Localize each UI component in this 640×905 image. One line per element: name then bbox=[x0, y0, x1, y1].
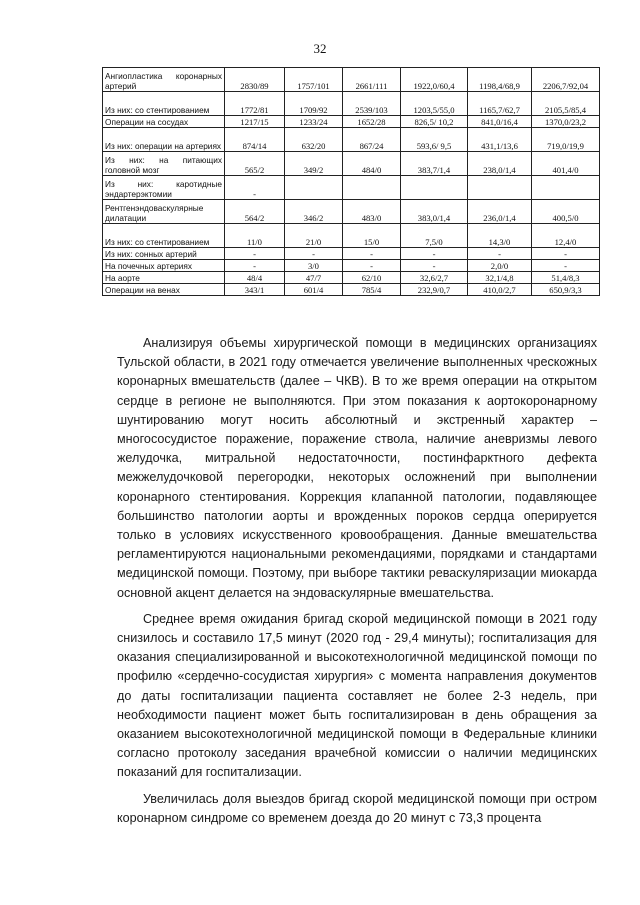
table-cell: 1198,4/68,9 bbox=[468, 68, 532, 92]
row-label: Из них: со стентированием bbox=[103, 224, 225, 248]
table-cell: - bbox=[343, 248, 401, 260]
row-label: Из них: каротидные эндартерэктомии bbox=[103, 176, 225, 200]
table-cell: 32,6/2,7 bbox=[401, 272, 468, 284]
table-row bbox=[103, 284, 600, 296]
table-cell: 593,6/ 9,5 bbox=[401, 128, 468, 152]
table-cell: 346/2 bbox=[285, 200, 343, 224]
table-cell: 1757/101 bbox=[285, 68, 343, 92]
table-cell: 32,1/4,8 bbox=[468, 272, 532, 284]
table-cell: - bbox=[401, 260, 468, 272]
table-row bbox=[103, 176, 600, 200]
table-cell: 12,4/0 bbox=[532, 224, 600, 248]
table-cell: 867/24 bbox=[343, 128, 401, 152]
table-cell: 48/4 bbox=[225, 272, 285, 284]
row-label: Рентгенэндоваскулярные дилатации bbox=[103, 200, 225, 224]
table-row bbox=[103, 224, 600, 248]
table-cell: 51,4/8,3 bbox=[532, 272, 600, 284]
row-label: Операции на сосудах bbox=[103, 116, 225, 128]
table-cell: 1772/81 bbox=[225, 92, 285, 116]
table-row bbox=[103, 116, 600, 128]
table-cell: 401,4/0 bbox=[532, 152, 600, 176]
table-cell: 2206,7/92,04 bbox=[532, 68, 600, 92]
table-cell: 2830/89 bbox=[225, 68, 285, 92]
table-row bbox=[103, 200, 600, 224]
row-label: Из них: со стентированием bbox=[103, 92, 225, 116]
row-label: Операции на венах bbox=[103, 284, 225, 296]
table-cell: 383,7/1,4 bbox=[401, 152, 468, 176]
table-cell: 564/2 bbox=[225, 200, 285, 224]
table-cell: 400,5/0 bbox=[532, 200, 600, 224]
table-cell: - bbox=[401, 248, 468, 260]
table-cell: 1203,5/55,0 bbox=[401, 92, 468, 116]
table-cell: 2105,5/85,4 bbox=[532, 92, 600, 116]
table-cell: 7,5/0 bbox=[401, 224, 468, 248]
table-row bbox=[103, 68, 600, 92]
table-cell: - bbox=[225, 248, 285, 260]
table-cell: 349/2 bbox=[285, 152, 343, 176]
table-cell: - bbox=[343, 260, 401, 272]
surgery-volume-table bbox=[102, 67, 600, 296]
table-cell: 484/0 bbox=[343, 152, 401, 176]
paragraph: Анализируя объемы хирургической помощи в медицинских организациях Тульской области, в 2021 году отмечается увеличение выполненных чрескожных коронарных вмешательств (далее – ЧКВ). В то же время операции на открытом сердце в регионе не выполняются. При этом показания к аортокоронарному шунтированию могут носить абсолютный и экстренный характер – многососудистое поражение, поражение ствола, наличие аневризмы левого желудочка, митральной недостаточности, постинфарктного дефекта межжелудочковой перегородки, некоторых осложнений при выполнении коронарного стентирования. Коррекция клапанной патологии, подавляющее большинство патологии аорты и врожденных пороков сердца оперируется только в условиях искусственного кровообращения. Данные вмешательства регламентируются национальными рекомендациями, порядками и стандартами медицинской помощи. Поэтому, при выборе тактики реваскуляризации миокарда основной акцент делается на эндоваскулярные вмешательства. bbox=[117, 336, 597, 600]
table-cell bbox=[401, 176, 468, 200]
table-row bbox=[103, 260, 600, 272]
table-row bbox=[103, 92, 600, 116]
table-cell: 21/0 bbox=[285, 224, 343, 248]
table-cell: 2661/111 bbox=[343, 68, 401, 92]
row-label: На почечных артериях bbox=[103, 260, 225, 272]
table-cell: 874/14 bbox=[225, 128, 285, 152]
table-cell: 565/2 bbox=[225, 152, 285, 176]
row-label: Из них: на питающих головной мозг bbox=[103, 152, 225, 176]
table-cell: 62/10 bbox=[343, 272, 401, 284]
row-label: Ангиопластика коронарных артерий bbox=[103, 68, 225, 92]
table-cell: 1217/15 bbox=[225, 116, 285, 128]
table-cell: - bbox=[285, 248, 343, 260]
table-cell bbox=[468, 176, 532, 200]
table-cell: 431,1/13,6 bbox=[468, 128, 532, 152]
table-cell: 632/20 bbox=[285, 128, 343, 152]
table-row bbox=[103, 248, 600, 260]
table-cell: 841,0/16,4 bbox=[468, 116, 532, 128]
table-cell: - bbox=[468, 248, 532, 260]
table-cell: 1165,7/62,7 bbox=[468, 92, 532, 116]
row-label: Из них: операции на артериях bbox=[103, 128, 225, 152]
table-cell: 483/0 bbox=[343, 200, 401, 224]
table-cell: - bbox=[532, 260, 600, 272]
table-cell: 1652/28 bbox=[343, 116, 401, 128]
table-cell: 3/0 bbox=[285, 260, 343, 272]
table-cell: 1922,0/60,4 bbox=[401, 68, 468, 92]
table-cell: - bbox=[225, 176, 285, 200]
table-cell: 410,0/2,7 bbox=[468, 284, 532, 296]
table-cell: 232,9/0,7 bbox=[401, 284, 468, 296]
table-row bbox=[103, 152, 600, 176]
page-number: 32 bbox=[313, 41, 327, 56]
table-cell: 15/0 bbox=[343, 224, 401, 248]
table-cell: 11/0 bbox=[225, 224, 285, 248]
table-cell: 2,0/0 bbox=[468, 260, 532, 272]
table-row bbox=[103, 128, 600, 152]
table-cell: 14,3/0 bbox=[468, 224, 532, 248]
table-cell: 826,5/ 10,2 bbox=[401, 116, 468, 128]
table-cell bbox=[343, 176, 401, 200]
table-cell: 1709/92 bbox=[285, 92, 343, 116]
table-cell: 343/1 bbox=[225, 284, 285, 296]
table-row bbox=[103, 272, 600, 284]
table-cell: 601/4 bbox=[285, 284, 343, 296]
table-cell: - bbox=[225, 260, 285, 272]
table-cell: 785/4 bbox=[343, 284, 401, 296]
paragraph: Среднее время ожидания бригад скорой медицинской помощи в 2021 году снизилось и составило 17,5 минут (2020 год - 29,4 минуты); госпитализация для оказания специализированной и высокотехнологичной медицинской помощи по профилю «сердечно-сосудистая хирургия» с момента направления документов до даты госпитализации пациента составляет не более 2-3 недель, при необходимости пациент может быть госпитализирован в день обращения за оказанием высокотехнологичной медицинской помощи в Федеральные клиники согласно протоколу заседания врачебной комиссии о наличии медицинских показаний для госпитализации. bbox=[117, 611, 597, 780]
table-cell: 383,0/1,4 bbox=[401, 200, 468, 224]
table-cell: 1233/24 bbox=[285, 116, 343, 128]
table-cell: 236,0/1,4 bbox=[468, 200, 532, 224]
table-cell: 719,0/19,9 bbox=[532, 128, 600, 152]
body-text bbox=[117, 334, 597, 835]
table-cell bbox=[285, 176, 343, 200]
table-cell bbox=[532, 176, 600, 200]
table-cell: 47/7 bbox=[285, 272, 343, 284]
row-label: На аорте bbox=[103, 272, 225, 284]
row-label: Из них: сонных артерий bbox=[103, 248, 225, 260]
table-cell: 238,0/1,4 bbox=[468, 152, 532, 176]
table-cell: 1370,0/23,2 bbox=[532, 116, 600, 128]
table-cell: 650,9/3,3 bbox=[532, 284, 600, 296]
table-cell: 2539/103 bbox=[343, 92, 401, 116]
table-cell: - bbox=[532, 248, 600, 260]
paragraph: Увеличилась доля выездов бригад скорой медицинской помощи при остром коронарном синдроме со временем доезда до 20 минут с 73,3 процента bbox=[117, 791, 597, 825]
